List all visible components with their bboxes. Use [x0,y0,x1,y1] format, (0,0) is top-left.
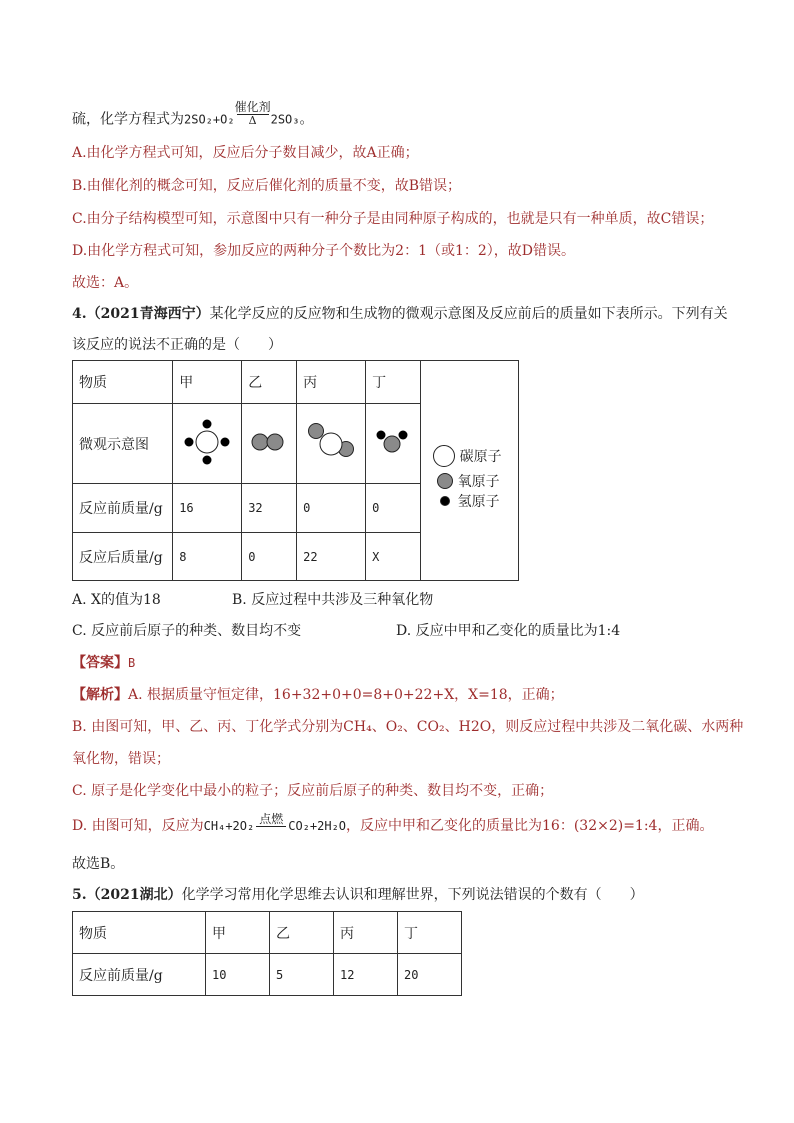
legend-carbon-label: 碳原子 [459,448,502,465]
q5-before-label: 反应前质量/g [73,954,206,996]
q5-h3: 丙 [334,912,398,954]
intro-text: 硫，化学方程式为 [72,111,184,128]
intro-option-b: B.由催化剂的概念可知，反应后催化剂的质量不变，故B错误； [72,178,462,194]
q4-option-d: D. 反应中甲和乙变化的质量比为1:4 [396,623,621,639]
q5-h0: 物质 [73,912,206,954]
analysis-d-eq-left: CH₄+2O₂ [203,819,255,833]
q4-before-label: 反应前质量/g [73,484,173,533]
q5-h2: 乙 [270,912,334,954]
legend-oxygen-label: 氧原子 [457,473,500,490]
q4-answer [72,654,135,672]
q4-after-bing: 22 [297,533,366,581]
q4-stem-line2: 该反应的说法不正确的是（ ） [72,337,282,353]
table-row [73,361,519,404]
q4-before-bing: 0 [297,484,366,533]
eq-end: 。 [299,111,314,128]
intro-option-c: C.由分子结构模型可知，示意图中只有一种分子是由同种原子构成的，也就是只有一种单质，故C错误； [72,211,714,227]
eq-catalyst: 催化剂 [234,100,271,114]
q4-label: 4.（2021青海西宁） [72,306,210,322]
legend-carbon [433,445,513,467]
analysis-a: A. 根据质量守恒定律，16+32+0+0=8+0+22+X，X=18，正确； [128,687,564,703]
molecule-jia-icon [173,404,242,484]
analysis-tag: 【解析】 [72,687,128,703]
intro-option-d: D.由化学方程式可知，参加反应的两种分子个数比为2：1（或1：2），故D错误。 [72,243,576,259]
intro-answer: 故选：A。 [72,275,139,291]
q4-before-jia: 16 [173,484,242,533]
q4-after-yi: 0 [242,533,297,581]
q4-option-c: C. 反应前后原子的种类、数目均不变 [72,623,302,639]
q4-analysis-b1: B. 由图可知，甲、乙、丙、丁化学式分别为CH₄、O₂、CO₂、H2O，则反应过程中共涉及二氧化碳、水两种 [72,719,744,735]
analysis-d-arrow [254,812,288,827]
q4-before-yi: 32 [242,484,297,533]
intro-equation-line [72,100,314,133]
q5-h1: 甲 [206,912,270,954]
q4-after-jia: 8 [173,533,242,581]
q4-option-b: B. 反应过程中共涉及三种氧化物 [232,592,434,608]
legend-oxygen [437,471,517,491]
q4-analysis-c: C. 原子是化学变化中最小的粒子；反应前后原子的种类、数目均不变，正确； [72,783,554,799]
answer-tag: 【答案】 [72,655,128,671]
carbon-atom-icon [433,445,455,467]
q4-legend-cell [421,361,519,581]
q4-table [72,360,519,581]
analysis-d-post: ，反应中甲和乙变化的质量比为16：(32×2)=1:4，正确。 [346,818,714,834]
q4-final: 故选B。 [72,856,125,872]
analysis-d-ignite: 点燃 [259,811,284,826]
table-row [73,912,462,954]
oxygen-atom-icon [437,473,453,489]
legend-hydrogen-label: 氢原子 [457,493,500,510]
q5-label: 5.（2021湖北） [72,887,182,903]
answer-value: B [128,656,136,670]
q4-h2: 乙 [242,361,297,404]
table-row [73,954,462,996]
q4-h1: 甲 [173,361,242,404]
eq-left: 2SO₂+O₂ [184,112,235,127]
legend-hydrogen [440,491,520,511]
analysis-d-eq-right: CO₂+2H₂O [288,819,347,833]
q5-stem [72,886,644,904]
q4-option-a: A. X的值为18 [72,592,161,608]
q4-h0: 物质 [73,361,173,404]
q5-table [72,911,462,996]
intro-option-a: A.由化学方程式可知，反应后分子数目减少，故A正确； [72,145,419,161]
q4-analysis-d [72,811,714,835]
q4-analysis-a [72,686,564,704]
eq-heat: Δ [248,114,257,127]
q4-after-ding: X [366,533,421,581]
molecule-yi-icon [242,404,297,484]
q4-h3: 丙 [297,361,366,404]
q4-before-ding: 0 [366,484,421,533]
molecule-bing-icon [297,404,366,484]
q5-before-yi: 5 [270,954,334,996]
q4-after-label: 反应后质量/g [73,533,173,581]
q4-analysis-b2: 氧化物，错误； [72,751,170,767]
molecule-ding-icon [366,404,421,484]
hydrogen-atom-icon [440,496,450,506]
q5-before-bing: 12 [334,954,398,996]
q5-before-ding: 20 [398,954,462,996]
q5-before-jia: 10 [206,954,270,996]
q4-stem-line1 [72,305,728,323]
q4-h4: 丁 [366,361,421,404]
eq-arrow [235,100,271,127]
q5-h4: 丁 [398,912,462,954]
q4-stem1: 某化学反应的反应物和生成物的微观示意图及反应前后的质量如下表所示。下列有关 [209,306,728,322]
q5-stem-text: 化学学习常用化学思维去认识和理解世界，下列说法错误的个数有（ ） [181,887,644,903]
analysis-d-pre: D. 由图可知，反应为 [72,818,204,834]
eq-right: 2SO₃ [270,112,300,127]
q4-diagram-label: 微观示意图 [73,404,173,484]
